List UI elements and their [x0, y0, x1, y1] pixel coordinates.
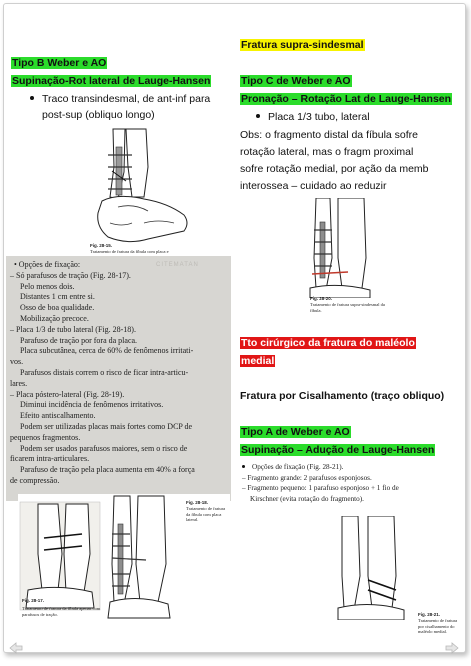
list-item: Opções de fixação (Fig. 28-21).	[240, 462, 464, 473]
scan-line: – Placa póstero-lateral (Fig. 28-19).	[10, 389, 125, 399]
scan-line: vos.	[10, 357, 24, 367]
scanned-text-block	[6, 256, 231, 501]
heading-type-a: Tipo A de Weber e AO	[241, 426, 350, 438]
figure-medial-malleolus	[334, 516, 464, 638]
scanned-text	[10, 260, 224, 487]
bullet-icon	[30, 96, 34, 100]
scan-line: – Só parafusos de tração (Fig. 28-17).	[10, 270, 131, 280]
obs-line: Obs: o fragmento distal da fíbula sofre	[240, 129, 419, 141]
scan-line: Diminui incidência de fenômenos irritativos.	[20, 400, 164, 410]
scan-line: Parafuso de tração por fora da placa.	[20, 335, 138, 345]
scan-line: Osso de boa qualidade.	[20, 303, 95, 313]
scan-watermark: CITEMATAN	[156, 262, 199, 268]
fixation-options	[240, 462, 464, 504]
obs-line: interossea – cuidado ao reduzir	[240, 180, 387, 192]
scan-line: Pelo menos dois.	[20, 281, 75, 291]
scan-line: Parafuso de tração pela placa aumenta em 40% a força	[20, 465, 195, 475]
supra-syndesmal-drawing	[308, 198, 388, 298]
scan-line: Podem ser usados parafusos maiores, sem o risco de	[20, 443, 188, 453]
medial-malleolus-drawing	[334, 516, 414, 620]
bullet-icon	[242, 465, 245, 468]
scan-line: Distantes 1 cm entre si.	[20, 292, 95, 302]
bullet-continuation: post-sup (obliquo longo)	[42, 109, 155, 121]
ankle-plate-drawing	[88, 127, 194, 262]
scan-line: lares.	[10, 378, 28, 388]
figure-pair-fibula	[18, 494, 230, 624]
heading-supination-external-rotation: Supinação-Rot lateral de Lauge-Hansen	[12, 75, 211, 87]
prev-page-button[interactable]	[9, 641, 23, 653]
figure-supra-syndesmal	[308, 198, 388, 313]
scan-line: Efeito antiscalhamento.	[20, 411, 96, 421]
figure-number: Fig. 28-15.	[90, 243, 113, 248]
figure-ankle-plate	[88, 127, 194, 262]
scan-line: – Placa 1/3 de tubo lateral (Fig. 28-18).	[10, 324, 136, 334]
heading-type-b: Tipo B Weber e AO	[12, 57, 107, 69]
bullet-item: Placa 1/3 tubo, lateral	[244, 110, 370, 125]
heading-medial-malleolus-surgery-cont: medial	[241, 355, 275, 367]
figure-caption: Tratamento de fratura supra-sindesmal da fíbula.	[310, 302, 385, 313]
heading-medial-malleolus-surgery: Tto cirúrgico da fratura do maléolo	[241, 337, 415, 349]
arrow-right-icon	[445, 642, 459, 654]
list-item: – Fragmento pequeno: 1 parafuso esponjoso + 1 fio de	[242, 484, 399, 492]
bullet-item: Traco transindesmal, de ant-inf para	[18, 92, 210, 107]
scan-line: pequenos fragmentos.	[10, 432, 81, 442]
list-item: Kirschner (evita rotação do fragmento).	[250, 494, 364, 503]
scan-line: Mobilização precoce.	[20, 313, 89, 323]
scan-line: • Opções de fixação:	[14, 260, 81, 269]
scan-line: Podem ser utilizadas placas mais fortes como DCP de	[20, 421, 193, 431]
scan-line: Placa subcutânea, cerca de 60% de fenômenos irritati-	[20, 346, 194, 356]
document-page	[3, 3, 466, 653]
figure-number: Fig. 28-20.	[310, 296, 333, 301]
scan-line: de compressão.	[10, 475, 60, 485]
figure-caption: Tratamento de fratura da fíbula apenas com parafusos de tração.	[22, 606, 101, 617]
next-page-button[interactable]	[445, 641, 459, 653]
obs-line: rotação lateral, mas o fragm proximal	[240, 146, 414, 158]
figure-number: Fig. 28-17.	[22, 598, 45, 603]
bullet-icon	[256, 114, 260, 118]
figure-number: Fig. 28-21.	[418, 612, 441, 617]
figure-caption: Tratamento de fratura da fíbula com placa e	[90, 249, 169, 254]
heading-pronation-external-rotation: Pronação – Rotação Lat de Lauge-Hansen	[241, 93, 452, 105]
scan-line: Parafusos distais correm o risco de ficar intra-articu-	[20, 367, 189, 377]
figure-caption: Tratamento de fratura por cisalhamento do maléolo medial.	[418, 618, 458, 634]
scan-line: ficarem intra-articulares.	[10, 454, 90, 464]
obs-line: sofre rotação medial, por ação da memb	[240, 163, 429, 175]
heading-supination-adduction: Supinação – Adução de Lauge-Hansen	[241, 444, 435, 456]
figure-caption: Tratamento de fratura da fíbula com placa lateral.	[186, 506, 226, 522]
heading-supra-syndesmal: Fratura supra-sindesmal	[241, 39, 364, 51]
heading-type-c: Tipo C de Weber e AO	[241, 75, 351, 87]
figure-number: Fig. 28-18.	[186, 500, 209, 505]
list-item: – Fragmento grande: 2 parafusos esponjosos.	[242, 473, 372, 482]
arrow-left-icon	[9, 642, 23, 654]
heading-shear-fracture: Fratura por Cisalhamento (traço obliquo)	[240, 390, 445, 402]
